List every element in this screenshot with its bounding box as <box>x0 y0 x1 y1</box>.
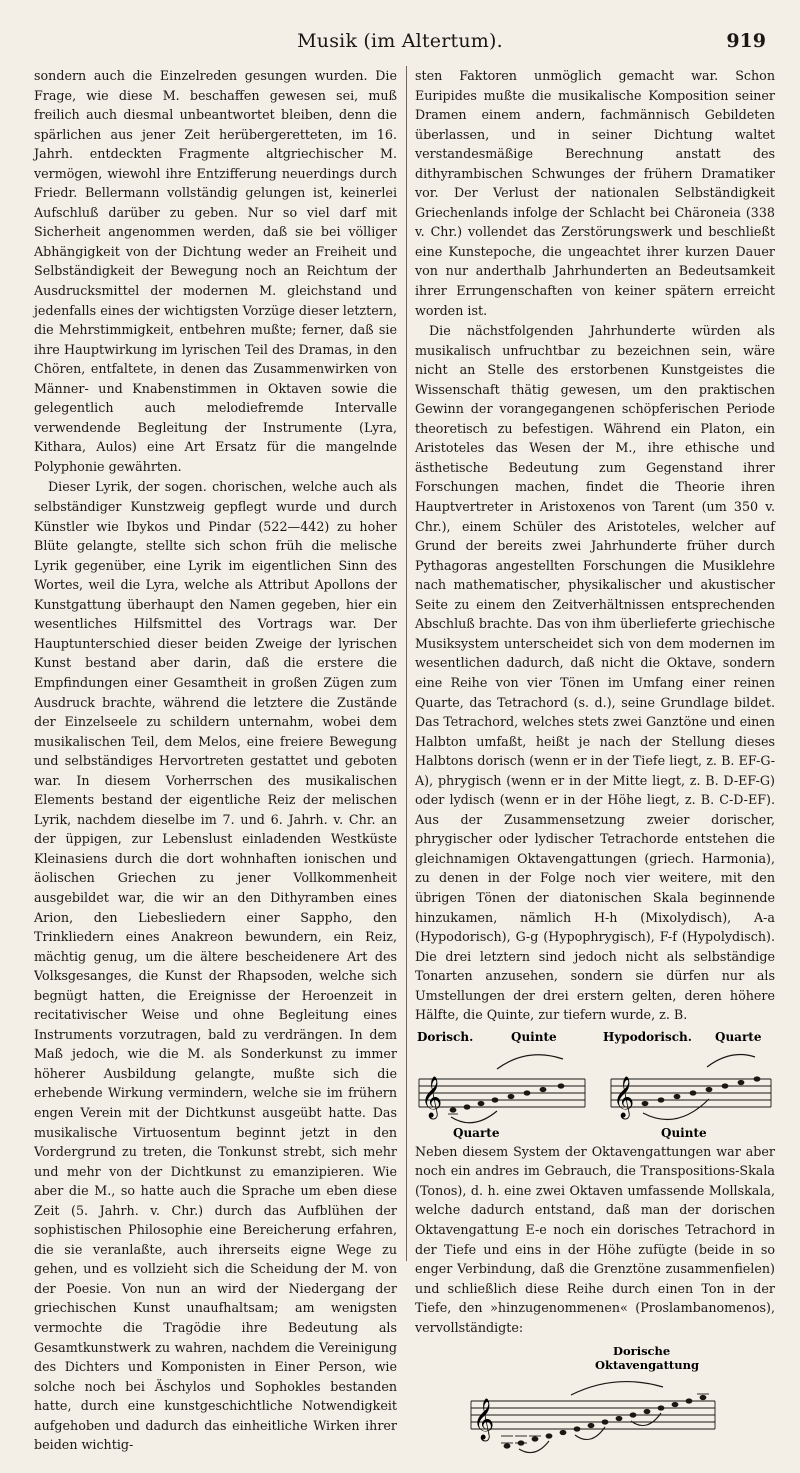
figure2-label-line2: Oktavengattung <box>595 1358 699 1373</box>
paragraph: Neben diesem System der Oktavengattungen war aber noch ein andres im Gebrauch, die Transpositions-Skala (Tonos), d. h. eine zwei Oktaven umfassende Mollskala, welche dadurch entstand, daß man der dorischen Oktavengattung E-e noch ein dorisches Tetrachord in der Tiefe und eins in der Höhe zufügte (beide in so enger Verbindung, daß die Grenztöne zusammenfielen) und schließlich diese Reihe durch einen Ton in der Tiefe, den »hinzugenommenen« (Proslambanomenos), vervollständigte: <box>415 1143 775 1335</box>
left-column <box>34 66 397 1453</box>
figure-label-quarte: Quarte <box>453 1125 500 1140</box>
figure-label-dorisch: Dorisch. <box>417 1029 474 1044</box>
figure-label-hypodorisch: Hypodorisch. <box>603 1029 692 1044</box>
right-column <box>415 66 775 1441</box>
paragraph: Die nächstfolgenden Jahrhunderte würden als musikalisch unfruchtbar zu bezeichnen sein, wäre nicht an Stelle des erstorbenen Kunstgeistes die Wissenschaft thätig gewesen, um den praktischen Gewinn der vorangegangenen schöpferischen Periode theoretisch zu befestigen. Während ein Platon, ein Aristoteles das Wesen der M., ihre ethische und ästhetische Bedeutung zum Gegenstand ihrer Forschungen machen, findet die Theorie ihren Hauptvertreter in Aristoxenos von Tarent (um 350 v. Chr.), einem Schüler des Aristoteles, welcher auf Grund der bereits zwei Jahrhunderte früher durch Pythagoras angestellten Forschungen die Musiklehre nach mathematischer, physikalischer und akustischer Seite zu einem den Zeitverhältnissen entsprechenden Abschluß brachte. Das von ihm überlieferte griechische Musiksystem unterscheidet sich von dem modernen im wesentlichen dadurch, daß nicht die Oktave, sondern eine Reihe von vier Tönen im Umfang einer reinen Quarte, das Tetrachord (s. d.), seine Grundlage bildet. Das Tetrachord, welches stets zwei Ganztöne und einen Halbton umfaßt, heißt je nach der Stellung dieses Halbtons dorisch (wenn er in der Tiefe liegt, z. B. EF-G-A), phrygisch (wenn er in der Mitte liegt, z. B. D-EF-G) oder lydisch (wenn er in der Höhe liegt, z. B. C-D-EF). Aus der Zusammensetzung zweier dorischer, phrygischer oder lydischer Tetrachorde entstehen die gleichnamigen Oktavengattungen (griech. Harmonia), zu denen in der Folge noch vier weitere, mit den übrigen Tönen der diatonischen Skala beginnende hinzukamen, nämlich H-h (Mixolydisch), A-a (Hypodorisch), G-g (Hypophrygisch), F-f (Hypolydisch). Die drei letztern sind jedoch nicht als selbständige Tonarten anzusehen, sondern sie dürfen nur als Umstellungen der drei erstern gelten, deren höhere Hälfte, die Quinte, zur tiefern wurde, z. B. <box>415 323 775 1023</box>
svg-text:𝄞: 𝄞 <box>421 1076 443 1118</box>
page-header <box>0 30 800 56</box>
figure-label-quinte-right: Quinte <box>661 1125 707 1140</box>
paragraph: sondern auch die Einzelreden gesungen wurden. Die Frage, wie diese M. beschaffen gewesen sei, muß freilich auch diesmal unbeantwortet bleiben, denn die spärlichen aus jener Zeit herübergeretteten, im 16. Jahrh. entdeckten Fragmente altgriechischer M. vermögen, wiewohl ihre Entzifferung neuerdings durch Friedr. Bellermann vollständig gelungen ist, keinerlei Aufschluß darüber zu geben. Nur so viel darf mit Sicherheit angenommen werden, daß sie bei völliger Abhängigkeit von der Dichtung weder an Freiheit und Selbständigkeit der Bewegung noch an Reichtum der Ausdrucksmittel der modernen M. gleichstand und jedenfalls eines der wichtigsten Vorzüge dieser letztern, die Mehrstimmigkeit, entbehren mußte; ferner, daß sie ihre Hauptwirkung im lyrischen Teil des Dramas, in den Chören, entfaltete, in denen das Zusammenwirken von Männer- und Knabenstimmen in Oktaven sowie die gelegentlich auch melodiefremde Intervalle verwendende Begleitung der Instrumente (Lyra, Kithara, Aulos) eine Art Ersatz für die mangelnde Polyphonie gewährten. <box>34 68 397 474</box>
music-figure-dorische-oktavengattung <box>415 1337 775 1473</box>
svg-text:𝄞: 𝄞 <box>473 1399 495 1441</box>
paragraph: Dieser Lyrik, der sogen. chorischen, welche auch als selbständiger Kunstzweig gepflegt wurde und durch Künstler wie Ibykos und Pindar (522—442) zu hoher Blüte gelangte, stellte sich schon früh die melische Lyrik gegenüber, eine Lyrik im eigentlichen Sinn des Wortes, weil die Lyra, welche als Attribut Apollons der Kunstgattung überhaupt den Namen gegeben, hier ein wesentliches Hilfsmittel des Vortrags war. Der Hauptunterschied dieser beiden Zweige der lyrischen Kunst bestand aber darin, daß die erstere die Empfindungen einer Gesamtheit in großen Zügen zum Ausdruck brachte, während die letztere die Zustände der Einzelseele zu schildern unternahm, wobei dem musikalischen Teil, dem Melos, eine freiere Bewegung und selbständiges Hervortreten gestattet und geboten war. In diesem Vorherrschen des musikalischen Elements bestand der eigentliche Reiz der melischen Lyrik, nachdem dieselbe im 7. und 6. Jahrh. v. Chr. an der üppigen, zur Lebenslust einladenden Westküste Kleinasiens durch die dort wohnhaften ionischen und äolischen Griechen zu jener Vollkommenheit ausgebildet war, die wir an den Dithyramben eines Arion, den Liebesliedern einer Sappho, den Trinkliedern eines Anakreon bewundern, ein Reiz, mächtig genug, um die ältere bescheidenere Art des Volksgesanges, die Kunst der Rhapsoden, welche sich begnügt hatten, die Ereignisse der Heroenzeit in recitativischer Weise und ohne Begleitung eines Instruments vorzutragen, bald zu verdrängen. In dem Maß jedoch, wie die M. als Sonderkunst zu immer höherer Ausbildung gelangte, mußte sich die erhebende Wirkung vermindern, welche sie im frühern engen Verein mit der Dichtkunst ausgeübt hatte. Das musikalische Virtuosentum beginnt jetzt in den Vordergrund zu treten, die Tonkunst strebt, sich mehr und mehr von der Dichtkunst zu emanzipieren. Wie aber die M., so hatte auch die Sprache um eben diese Zeit (5. Jahrh. v. Chr.) durch das Aufblühen der sophistischen Philosophie eine Bereicherung erfahren, die sie veranlaßte, auch ihrerseits eigne Wege zu gehen, und es vollzieht sich die Scheidung der M. von der Poesie. Von nun an wird der Niedergang der griechischen Kunst unaufhaltsam; am wenigsten vermochte die Tragödie ihre Bedeutung als Gesamtkunstwerk zu wahren, nachdem die Vereinigung des Dichters und Komponisten in Einer Person, wie solche noch bei Äschylos und Sophokles bestanden hatte, durch eine kunstgeschichtliche Notwendigkeit aufgehoben und dadurch das einheitliche Wirken ihrer beiden wichtig- <box>34 479 397 1453</box>
figure-label-quinte: Quinte <box>511 1029 557 1044</box>
page-number: 919 <box>726 30 766 52</box>
column-divider <box>406 66 407 1261</box>
svg-text:𝄞: 𝄞 <box>613 1076 635 1118</box>
figure2-label-line1: Dorische <box>613 1344 671 1359</box>
figure-label-quarte-right: Quarte <box>715 1029 762 1044</box>
paragraph: sten Faktoren unmöglich gemacht war. Schon Euripides mußte die musikalische Komposition seiner Dramen einem andern, fachmännisch Gebildeten überlassen, und in seiner Dichtung waltet verstandesmäßige Berechnung anstatt des dithyrambischen Schwunges der frühern Dramatiker vor. Der Verlust der nationalen Selbständigkeit Griechenlands infolge der Schlacht bei Chäroneia (338 v. Chr.) vollendet das Zerstörungswerk und beschließt eine Kunstepoche, die ungeachtet ihrer kurzen Dauer von nur anderthalb Jahrhunderten an Bedeutsamkeit ihrer Errungenschaften von keiner spätern erreicht worden ist. <box>415 68 775 318</box>
music-figure-dorisch-hypodorisch <box>415 1027 775 1139</box>
running-title: Musik (im Altertum). <box>297 30 503 52</box>
